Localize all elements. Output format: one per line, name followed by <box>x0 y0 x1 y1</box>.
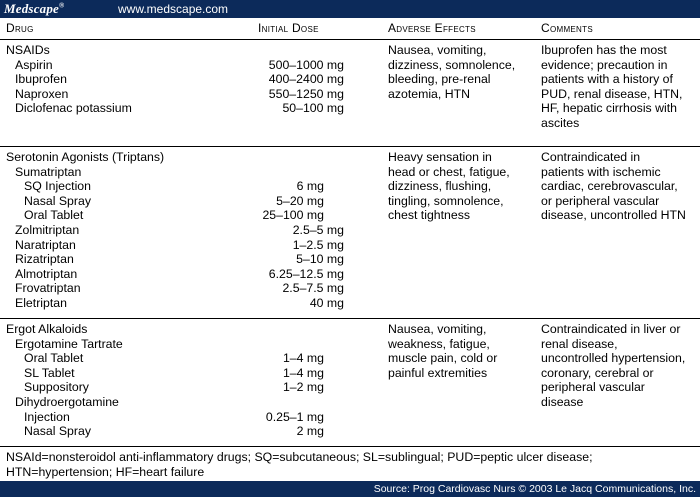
dose-value <box>258 43 348 58</box>
adverse-effects-line: muscle pain, cold or <box>388 351 498 366</box>
adverse-effects-line: Heavy sensation in <box>388 150 492 164</box>
header-initial-dose: Initial Dose <box>258 21 319 35</box>
adverse-effects-line: weakness, fatigue, <box>388 336 490 351</box>
dose-value <box>258 337 348 352</box>
comments-cell <box>541 43 696 131</box>
drug-name: Almotriptan <box>15 266 78 281</box>
dose-value: 6 mg <box>296 179 324 194</box>
drug-name: Frovatriptan <box>15 281 81 296</box>
dose-value: 5–20 mg <box>276 193 324 208</box>
drug-class-heading: Serotonin Agonists (Triptans) <box>6 150 165 164</box>
source-credit: Source: Prog Cardiovasc Nurs © 2003 Le Jacq Communications, Inc. <box>373 483 696 495</box>
dose-value: 25–100 mg <box>262 208 324 223</box>
drug-name: Diclofenac potassium <box>15 101 132 116</box>
drug-column <box>6 43 256 116</box>
medscape-logo[interactable]: Medscape® <box>4 1 65 16</box>
site-url-link[interactable]: www.medscape.com <box>118 2 229 16</box>
dose-value: 50–100 mg <box>282 101 344 116</box>
comments-line: Contraindicated in <box>541 150 641 164</box>
comments-line: uncontrolled hypertension, <box>541 351 686 366</box>
dose-value <box>258 165 348 180</box>
drug-name: Ibuprofen <box>15 72 67 87</box>
adverse-effects-line: head or chest, fatigue, <box>388 164 510 179</box>
comments-line: ascites <box>541 115 580 130</box>
drug-name: Oral Tablet <box>24 208 84 223</box>
dose-value: 2.5–5 mg <box>292 222 344 237</box>
dose-value: 400–2400 mg <box>268 72 344 87</box>
adverse-effects-cell <box>388 150 538 223</box>
comments-line: cardiac, cerebrovascular, <box>541 179 678 194</box>
adverse-effects-line: Nausea, vomiting, <box>388 43 487 57</box>
comments-line: disease <box>541 394 584 409</box>
comments-line: HF, hepatic cirrhosis with <box>541 101 677 116</box>
dose-value: 0.25–1 mg <box>265 409 324 424</box>
adverse-effects-line: chest tightness <box>388 208 471 223</box>
comments-line: evidence; precaution in <box>541 57 668 72</box>
drug-name: Rizatriptan <box>15 252 74 267</box>
adverse-effects-cell <box>388 43 538 101</box>
dose-value: 1–2 mg <box>282 380 324 395</box>
dose-value: 1–2.5 mg <box>292 237 344 252</box>
drug-name: Suppository <box>24 380 89 395</box>
drug-name: SQ Injection <box>24 179 91 194</box>
comments-line: PUD, renal disease, HTN, <box>541 86 683 101</box>
header-adverse-effects: Adverse Effects <box>388 21 476 35</box>
row-divider <box>0 318 700 319</box>
drug-name: SL Tablet <box>24 365 75 380</box>
drug-name: Ergotamine Tartrate <box>15 336 123 351</box>
drug-column <box>6 150 256 311</box>
adverse-effects-line: Nausea, vomiting, <box>388 322 487 336</box>
top-banner <box>0 0 700 18</box>
dose-value: 5–10 mg <box>296 252 344 267</box>
dose-column <box>258 322 348 439</box>
comments-line: Contraindicated in liver or <box>541 322 681 336</box>
drug-column <box>6 322 256 439</box>
dose-column <box>258 43 348 116</box>
dose-column <box>258 150 348 311</box>
comments-line: Ibuprofen has the most <box>541 43 667 57</box>
dose-value: 6.25–12.5 mg <box>268 266 344 281</box>
row-divider <box>0 446 700 447</box>
header-comments: Comments <box>541 21 593 35</box>
drug-name: Nasal Spray <box>24 193 91 208</box>
comments-line: peripheral vascular <box>541 380 645 395</box>
comments-cell <box>541 322 696 410</box>
comments-line: or peripheral vascular <box>541 193 660 208</box>
comments-line: patients with ischemic <box>541 164 661 179</box>
adverse-effects-line: bleeding, pre-renal <box>388 72 491 87</box>
dose-value: 500–1000 mg <box>268 57 344 72</box>
footnote-line: HTN=hypertension; HF=heart failure <box>6 464 205 479</box>
drug-class-heading: NSAIDs <box>6 43 50 57</box>
drug-class-heading: Ergot Alkaloids <box>6 322 88 336</box>
drug-name: Naproxen <box>15 86 69 101</box>
drug-name: Aspirin <box>15 57 53 72</box>
comments-line: patients with a history of <box>541 72 673 87</box>
adverse-effects-line: painful extremities <box>388 365 488 380</box>
adverse-effects-cell <box>388 322 538 380</box>
adverse-effects-line: dizziness, flushing, <box>388 179 492 194</box>
drug-name: Dihydroergotamine <box>15 394 119 409</box>
drug-name: Eletriptan <box>15 295 67 310</box>
comments-line: disease, uncontrolled HTN <box>541 208 686 223</box>
drug-name: Nasal Spray <box>24 424 91 439</box>
comments-line: coronary, cerebral or <box>541 365 654 380</box>
drug-name: Injection <box>24 409 70 424</box>
dose-value <box>258 322 348 337</box>
header-drug: Drug <box>6 21 34 35</box>
dose-value: 1–4 mg <box>282 365 324 380</box>
dose-value: 2 mg <box>296 424 324 439</box>
row-divider <box>0 146 700 147</box>
dose-value: 1–4 mg <box>282 351 324 366</box>
footnote <box>6 450 696 479</box>
drug-name: Naratriptan <box>15 237 76 252</box>
footnote-line: NSAId=nonsteroidol anti-inflammatory drugs; SQ=subcutaneous; SL=sublingual; PUD=peptic ulcer disease; <box>6 450 593 464</box>
adverse-effects-line: dizziness, somnolence, <box>388 57 516 72</box>
adverse-effects-line: tingling, somnolence, <box>388 193 504 208</box>
comments-cell <box>541 150 696 223</box>
table-header <box>0 18 700 40</box>
dose-value: 40 mg <box>309 295 344 310</box>
dose-value: 2.5–7.5 mg <box>282 281 344 296</box>
drug-name: Oral Tablet <box>24 351 84 366</box>
drug-name: Sumatriptan <box>15 164 82 179</box>
dose-value <box>258 150 348 165</box>
dose-value <box>258 395 348 410</box>
comments-line: renal disease, <box>541 336 618 351</box>
dose-value: 550–1250 mg <box>268 86 344 101</box>
bottom-banner <box>0 481 700 497</box>
drug-name: Zolmitriptan <box>15 222 80 237</box>
adverse-effects-line: azotemia, HTN <box>388 86 471 101</box>
